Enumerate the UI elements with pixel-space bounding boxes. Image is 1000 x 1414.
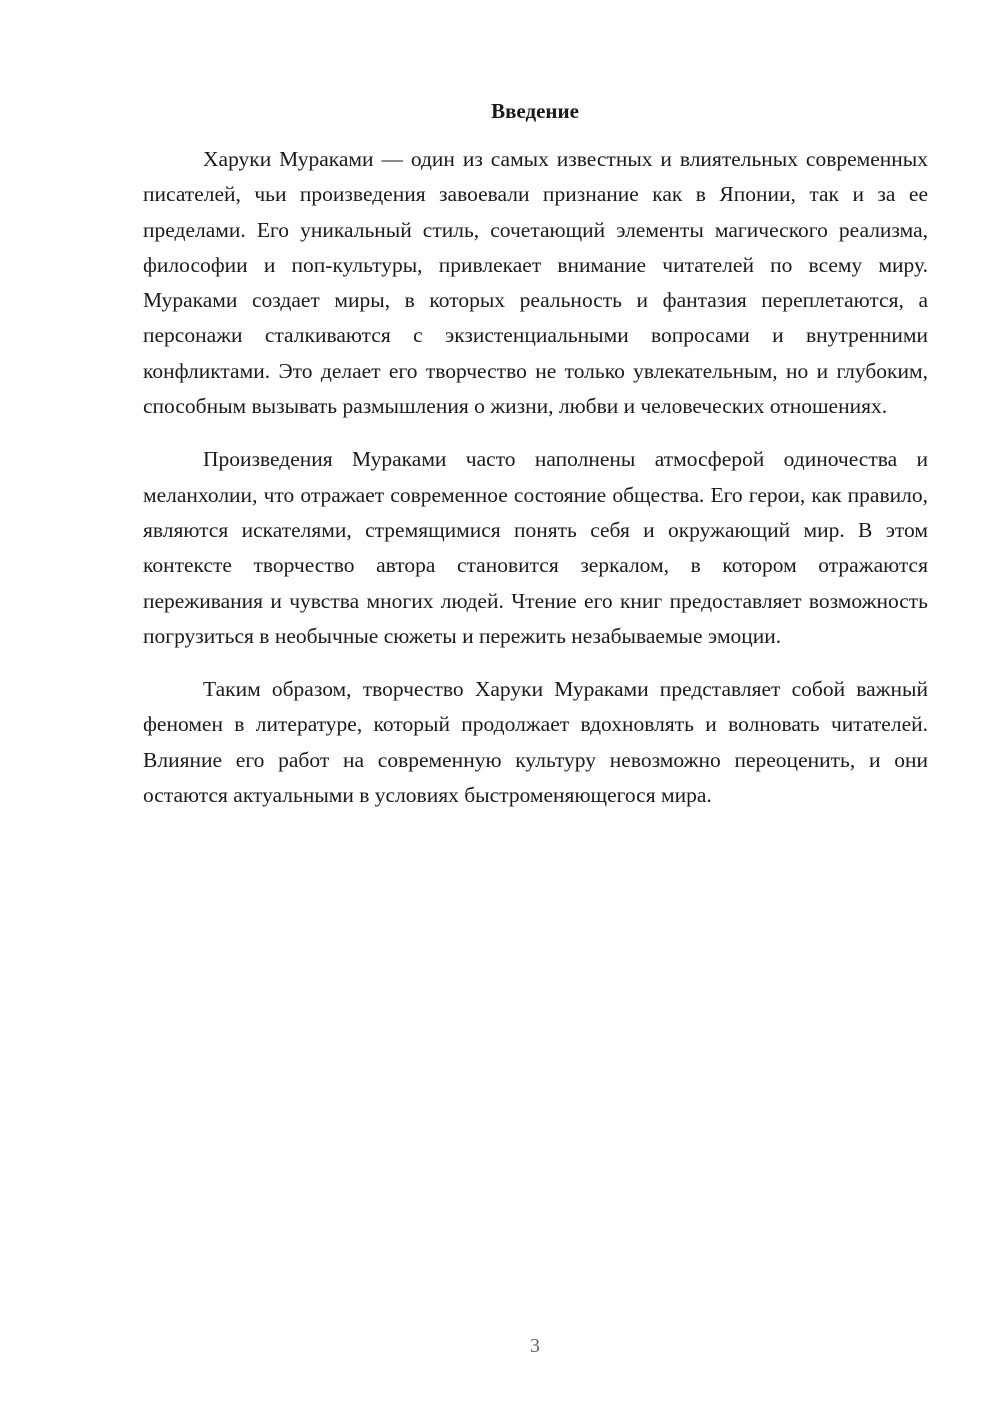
paragraph-3: Таким образом, творчество Харуки Мураками представляет собой важный феномен в литературе, который продолжает вдохновлять и волновать читателей. Влияние его работ на современную культуру невозможно переоценить, и они остаются актуальными в условиях быстроменяющегося мира. (143, 677, 928, 808)
body-text (143, 142, 928, 813)
page-number: 3 (530, 1335, 540, 1357)
paragraph-1: Харуки Мураками — один из самых известных и влиятельных современных писателей, чьи произведения завоевали признание как в Японии, так и за ее пределами. Его уникальный стиль, сочетающий элементы магического реализма, философии и поп-культуры, привлекает внимание читателей по всему миру. Мураками создает миры, в которых реальность и фантазия переплетаются, а персонажи сталкиваются с экзистенциальными вопросами и внутренними конфликтами. Это делает его творчество не только увлекательным, но и глубоким, способным вызывать размышления о жизни, любви и человеческих отношениях. (143, 147, 928, 419)
section-heading: Введение (491, 99, 579, 123)
paragraph-2: Произведения Мураками часто наполнены атмосферой одиночества и меланхолии, что отражает современное состояние общества. Его герои, как правило, являются искателями, стремящимися понять себя и окружающий мир. В этом контексте творчество автора становится зеркалом, в котором отражаются переживания и чувства многих людей. Чтение его книг предоставляет возможность погрузиться в необычные сюжеты и пережить незабываемые эмоции. (143, 447, 928, 648)
